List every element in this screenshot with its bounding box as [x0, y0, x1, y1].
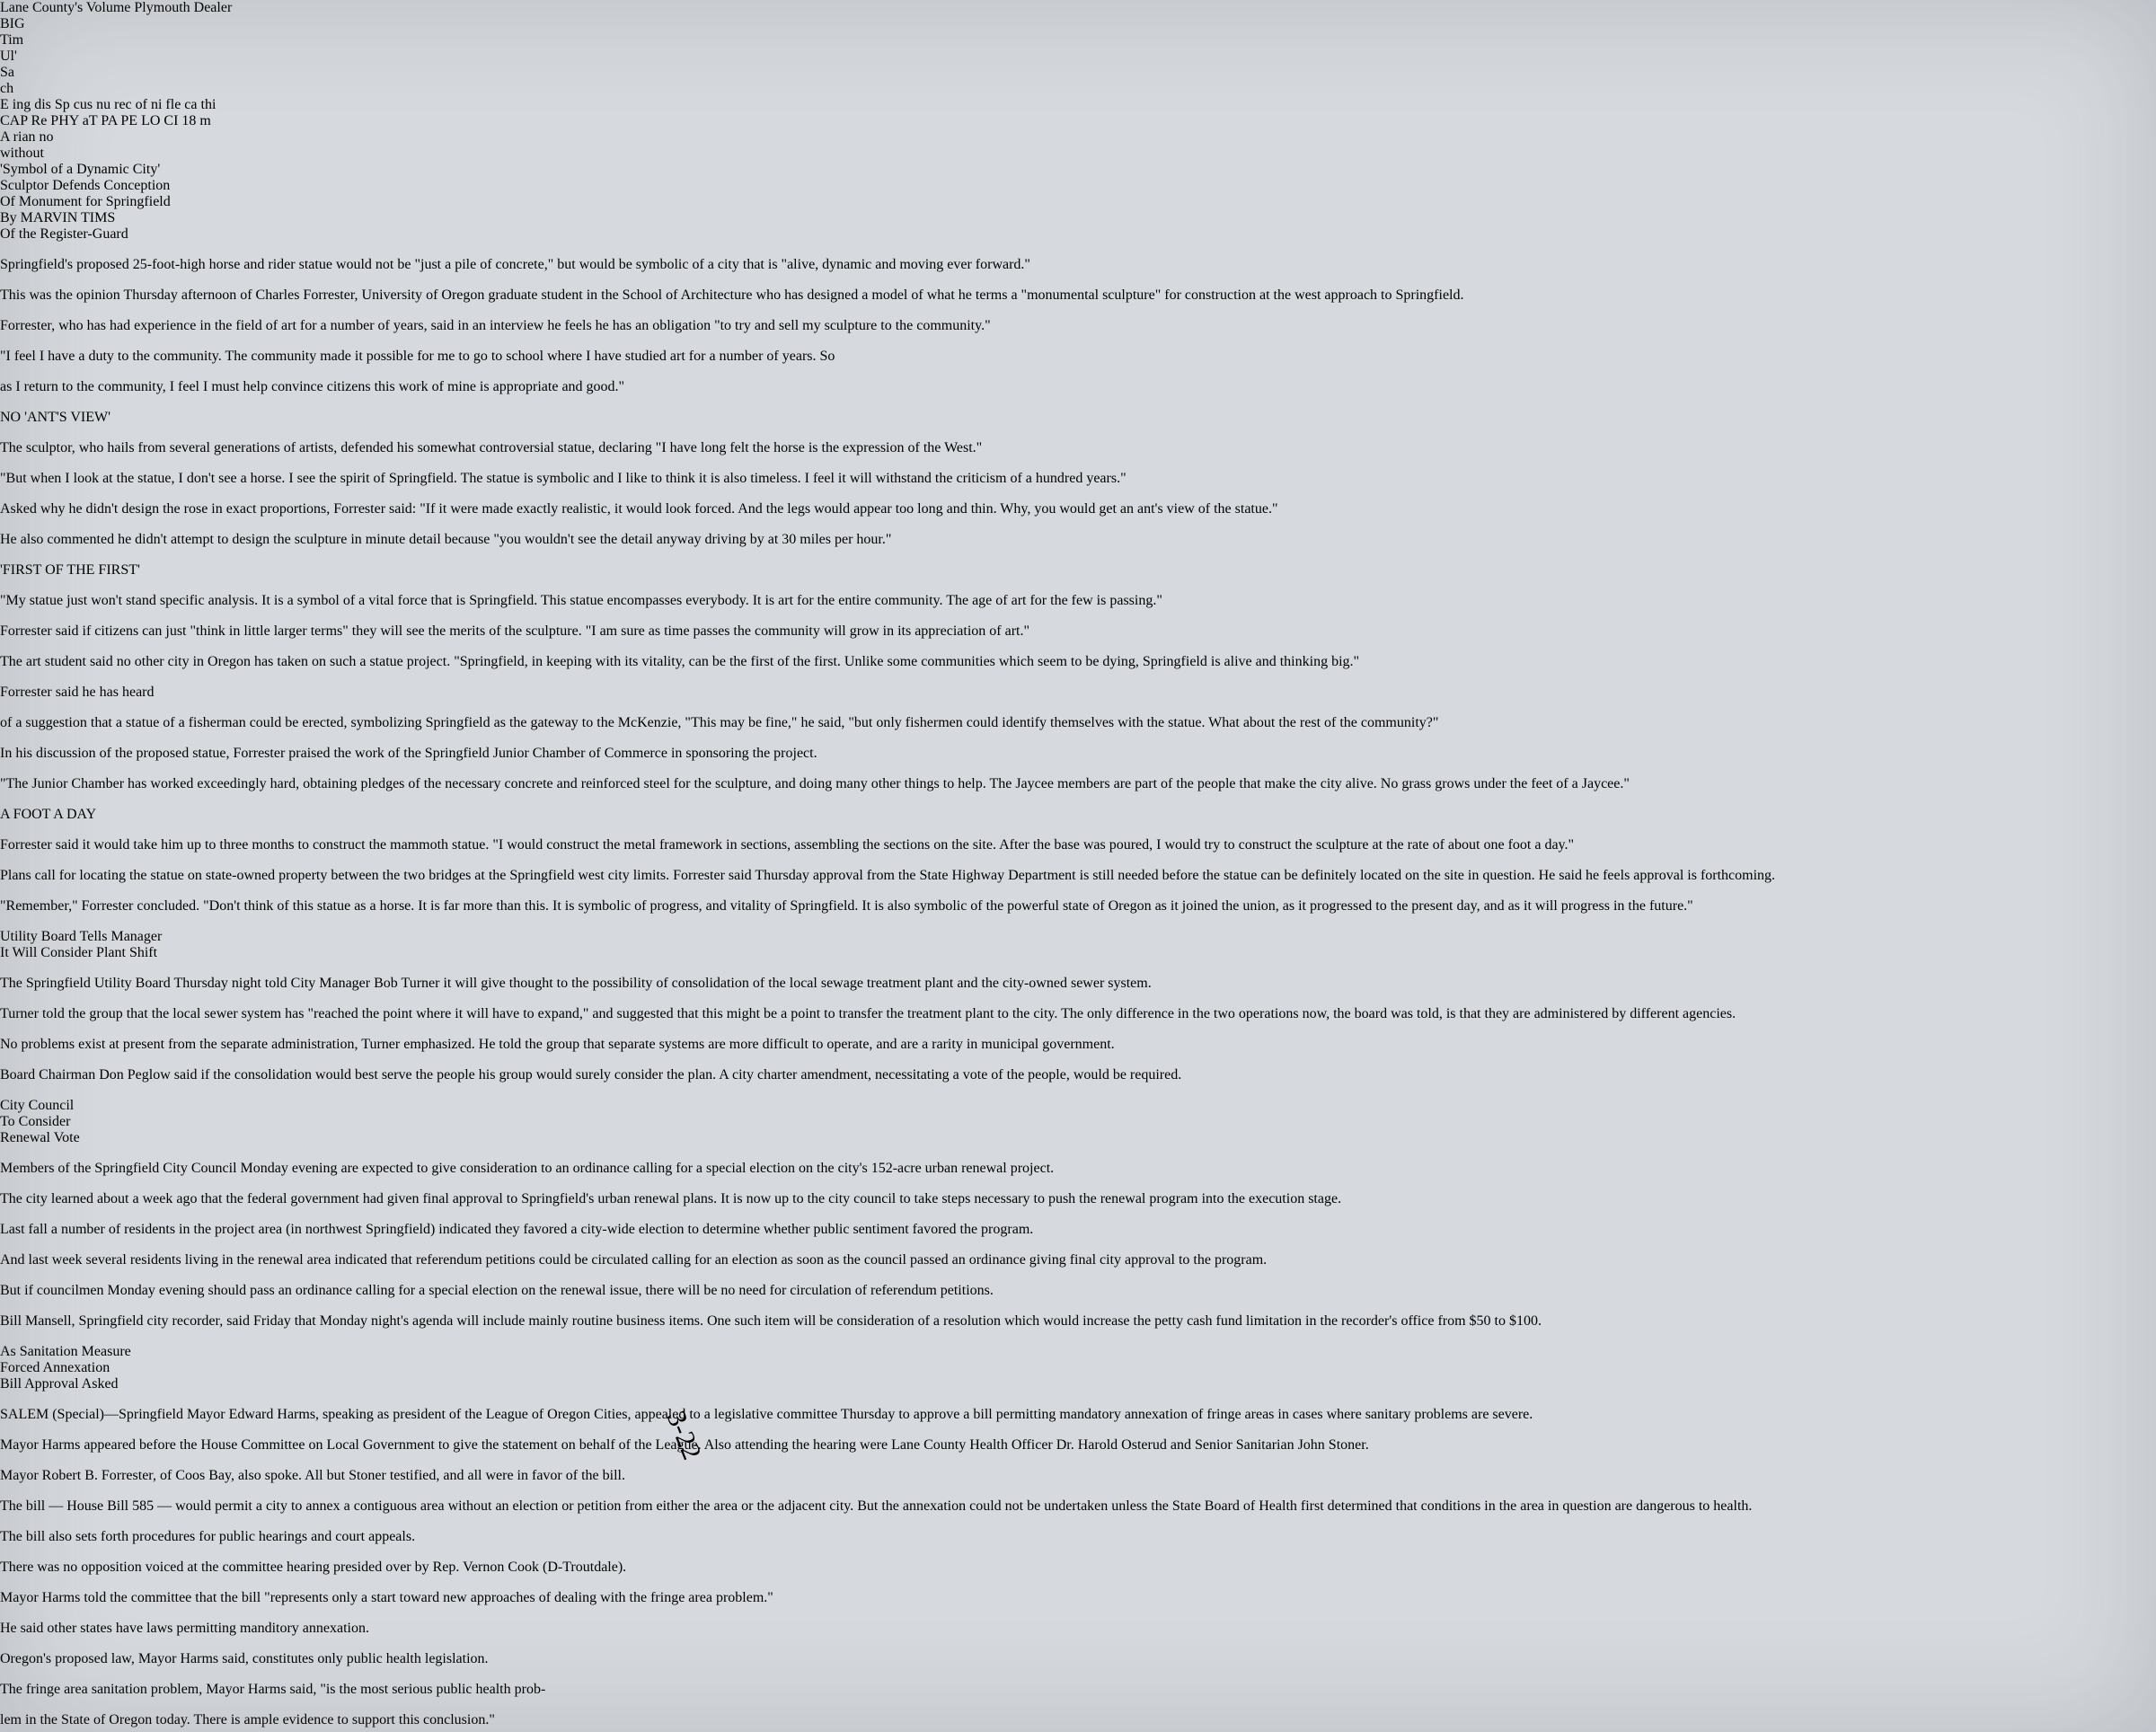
article-column — [0, 715, 2156, 915]
article-paragraph: The Springfield Utility Board Thursday night told City Manager Bob Turner it will give thought to the possibility of consolidation of the local sewage treatment plant and the city-owned sewer system. — [0, 976, 1152, 991]
clipping-sculptor-monument — [0, 162, 2156, 915]
article-column — [0, 1161, 2156, 1330]
article-paragraph: But if councilmen Monday evening should pass an ordinance calling for a special election on the renewal issue, there will be no need for circulation of referendum petitions. — [0, 1283, 994, 1298]
article-paragraph: The fringe area sanitation problem, Mayor Harms said, "is the most serious public health prob- — [0, 1682, 546, 1697]
article-paragraph: And last week several residents living in the renewal area indicated that referendum petitions could be circulated calling for an election as soon as the council passed an ordinance giving final city approval to the program. — [0, 1252, 1268, 1268]
article-body — [0, 1407, 2156, 1732]
article-paragraph: Forrester said if citizens can just "think in little larger terms" they will see the merits of the sculpture. "I am sure as time passes the community will grow in its appreciation of art." — [0, 623, 1029, 639]
article-paragraph: He said other states have laws permitting manditory annexation. — [0, 1621, 369, 1636]
fragment-text: A rian no — [0, 129, 54, 145]
article-column — [0, 1407, 2156, 1698]
article-paragraph: Members of the Springfield City Council Monday evening are expected to give consideration to an ordinance calling for a special election on the city's 152-acre urban renewal project. — [0, 1161, 1055, 1176]
article-paragraph: The bill — House Bill 585 — would permit a city to annex a contiguous area without an election or petition from either the area or the adjacent city. But the annexation could not be undertaken unless the State Board of Health first determined that conditions in the area in question are dangerous to health. — [0, 1498, 1753, 1514]
article-subhead: 'FIRST OF THE FIRST' — [0, 562, 140, 578]
article-column — [0, 210, 2156, 365]
article-paragraph: No problems exist at present from the separate administration, Turner emphasized. He told the group that separate systems are more difficult to operate, and are a rarity in municipal government. — [0, 1037, 1115, 1052]
headline-line: To Consider — [0, 1114, 71, 1129]
article-paragraph: Springfield's proposed 25-foot-high horse and rider statue would not be "just a pile of concrete," but would be symbolic of a city that is "alive, dynamic and moving ever forward." — [0, 257, 1030, 272]
article-body — [0, 210, 2156, 915]
headline-line: It Will Consider Plant Shift — [0, 945, 158, 960]
article-paragraph: There was no opposition voiced at the committee hearing presided over by Rep. Vernon Cook (D-Troutdale). — [0, 1560, 627, 1575]
left-clipping-fragment: CAP Re PHY aT PA PE LO CI 18 m — [0, 113, 211, 128]
article-paragraph: In his discussion of the proposed statue, Forrester praised the work of the Springfield Junior Chamber of Commerce in sponsoring the project. — [0, 746, 817, 761]
article-paragraph: The city learned about a week ago that the federal government had given final approval to Springfield's urban renewal plans. It is now up to the city council to take steps necessary to push the renewal program into the execution stage. — [0, 1191, 1342, 1206]
clipping-utility-board-headline — [0, 929, 2156, 961]
article-paragraph: Forrester said he has heard — [0, 685, 155, 700]
clipping-forced-annexation — [0, 1344, 2156, 1732]
article-paragraph: Plans call for locating the statue on state-owned property between the two bridges at the Springfield west city limits. Forrester said Thursday approval from the State Highway Department is still needed before the statue can be definitely located on the site in question. He said he feels approval is forthcoming. — [0, 868, 1776, 883]
article-paragraph: Last fall a number of residents in the project area (in northwest Springfield) indicated they favored a city-wide election to determine whether public sentiment favored the program. — [0, 1222, 1034, 1237]
headline-line: Forced Annexation — [0, 1360, 110, 1375]
clipping-utility-board-body — [0, 976, 2156, 1083]
article-byline: By MARVIN TIMS — [0, 210, 116, 225]
article-paragraph: Mayor Robert B. Forrester, of Coos Bay, also spoke. All but Stoner testified, and all were in favor of the bill. — [0, 1468, 625, 1483]
headline-line: Of Monument for Springfield — [0, 194, 171, 209]
handwritten-note: 3-22 — [660, 1407, 707, 1464]
dealer-text-fragment: Lane County's Volume Plymouth Dealer — [0, 0, 233, 15]
article-paragraph: He also commented he didn't attempt to design the sculpture in minute detail because "you wouldn't see the detail anyway driving by at 30 miles per hour." — [0, 532, 892, 547]
fragment-letter: Tim — [0, 32, 24, 48]
page-edge-sliver — [537, 0, 1831, 23]
article-paragraph: Mayor Harms told the committee that the bill "represents only a start toward new approaches of dealing with the fringe area problem." — [0, 1590, 773, 1605]
headline — [0, 1098, 2156, 1146]
article-column — [0, 379, 2156, 701]
article-paragraph: of a suggestion that a statue of a fisherman could be erected, symbolizing Springfield as the gateway to the McKenzie, "This may be fine," he said, "but only fishermen could identify themselves with the statue. What about the rest of the community?" — [0, 715, 1439, 730]
headline — [0, 929, 2156, 961]
article-column — [0, 976, 2156, 1083]
article-paragraph: as I return to the community, I feel I must help convince citizens this work of mine is appropriate and good." — [0, 379, 625, 394]
article-paragraph: lem in the State of Oregon today. There is ample evidence to support this conclusion." — [0, 1712, 495, 1728]
article-paragraph: Turner told the group that the local sewer system has "reached the point where it will have to expand," and suggested that this might be a point to transfer the treatment plant to the city. The only difference in the two operations now, the board was told, is that they are administered by different agencies. — [0, 1006, 1736, 1021]
headline-line: Bill Approval Asked — [0, 1376, 119, 1392]
article-paragraph: This was the opinion Thursday afternoon of Charles Forrester, University of Oregon graduate student in the School of Architecture who has designed a model of what he terms a "monumental sculpture" for construction at the west approach to Springfield. — [0, 287, 1464, 303]
article-paragraph: "My statue just won't stand specific analysis. It is a symbol of a vital force that is Springfield. This statue encompasses everybody. It is art for the entire community. The age of art for the few is passing." — [0, 593, 1162, 608]
article-paragraph: The sculptor, who hails from several generations of artists, defended his somewhat controversial statue, declaring "I have long felt the horse is the expression of the West." — [0, 440, 983, 455]
article-paragraph: "The Junior Chamber has worked exceedingly hard, obtaining pledges of the necessary concrete and reinforced steel for the sculpture, and doing many other things to help. The Jaycee members are part of the people that make the city alive. No grass grows under the feet of a Jaycee." — [0, 776, 1630, 791]
article-paragraph: "I feel I have a duty to the community. The community made it possible for me to go to school where I have studied art for a number of years. So — [0, 349, 835, 364]
headline-line: Renewal Vote — [0, 1130, 80, 1145]
article-paragraph: "Remember," Forrester concluded. "Don't think of this statue as a horse. It is far more than this. It is symbolic of progress, and vitality of Springfield. It is also symbolic of the powerful state of Oregon as it joined the union, as it progressed to the present day, and as it will progress in the future." — [0, 898, 1693, 914]
article-paragraph: Bill Mansell, Springfield city recorder, said Friday that Monday night's agenda will include mainly routine business items. One such item will be consideration of a resolution which would increase the petty cash fund limitation in the recorder's office from $50 to $100. — [0, 1313, 1542, 1329]
article-subhead: NO 'ANT'S VIEW' — [0, 410, 111, 425]
fragment-letter: Ul' — [0, 49, 17, 64]
left-clipping-fragment: E ing dis Sp cus nu rec of ni fle ca thi — [0, 97, 216, 112]
article-paragraph: The bill also sets forth procedures for public hearings and court appeals. — [0, 1529, 416, 1544]
left-clipping-fragment — [0, 32, 2156, 97]
kicker: As Sanitation Measure — [0, 1344, 131, 1359]
headline — [0, 178, 2156, 210]
headline-line: Utility Board Tells Manager — [0, 929, 163, 944]
big-text-fragment: BIG — [0, 16, 25, 31]
fragment-letter: Sa — [0, 65, 14, 80]
bottom-left-fragment — [0, 129, 2156, 162]
article-paragraph: "But when I look at the statue, I don't see a horse. I see the spirit of Springfield. The statue is symbolic and I like to think it is also timeless. I feel it will withstand the criticism of a hundred years." — [0, 471, 1127, 486]
headline-line: Sculptor Defends Conception — [0, 178, 171, 193]
article-paragraph: Forrester, who has had experience in the field of art for a number of years, said in an interview he feels he has an obligation "to try and sell my sculpture to the community." — [0, 318, 991, 333]
article-paragraph: Asked why he didn't design the rose in exact proportions, Forrester said: "If it were made exactly realistic, it would look forced. And the legs would appear too long and thin. Why, you would get an ant's view of the statue." — [0, 501, 1278, 517]
headline-line: City Council — [0, 1098, 75, 1113]
article-paragraph: Forrester said it would take him up to three months to construct the mammoth statue. "I would construct the metal framework in sections, assembling the sections on the site. After the base was poured, I would try to construct the sculpture at the rate of about one foot a day." — [0, 837, 1575, 853]
article-column — [0, 1712, 2156, 1732]
article-paragraph: SALEM (Special)—Springfield Mayor Edward Harms, speaking as president of the League of Oregon Cities, appealed to a legislative committee Thursday to approve a bill permitting mandatory annexation of fringe areas in cases where sanitary problems are severe. — [0, 1407, 1533, 1422]
article-paragraph: Oregon's proposed law, Mayor Harms said, constitutes only public health legislation. — [0, 1651, 489, 1666]
article-body — [0, 976, 2156, 1083]
kicker: 'Symbol of a Dynamic City' — [0, 162, 161, 177]
article-paragraph: Board Chairman Don Peglow said if the consolidation would best serve the people his group would surely consider the plan. A city charter amendment, necessitating a vote of the people, would be required. — [0, 1067, 1182, 1082]
article-paragraph: Mayor Harms appeared before the House Committee on Local Government to give the statement on behalf of the League. Also attending the hearing were Lane County Health Officer Dr. Harold Osterud and Senior Sanitarian John Stoner. — [0, 1437, 1369, 1453]
fragment-letter: ch — [0, 81, 14, 96]
clipping-council-renewal-vote — [0, 1098, 2156, 1330]
fragment-text: without — [0, 146, 44, 161]
article-paragraph: The art student said no other city in Oregon has taken on such a statue project. "Springfield, in keeping with its vitality, can be the first of the first. Unlike some communities which seem to be dying, Springfield is alive and thinking big." — [0, 654, 1360, 669]
article-byline: Of the Register-Guard — [0, 226, 128, 242]
article-body — [0, 1161, 2156, 1330]
article-subhead: A FOOT A DAY — [0, 807, 97, 822]
